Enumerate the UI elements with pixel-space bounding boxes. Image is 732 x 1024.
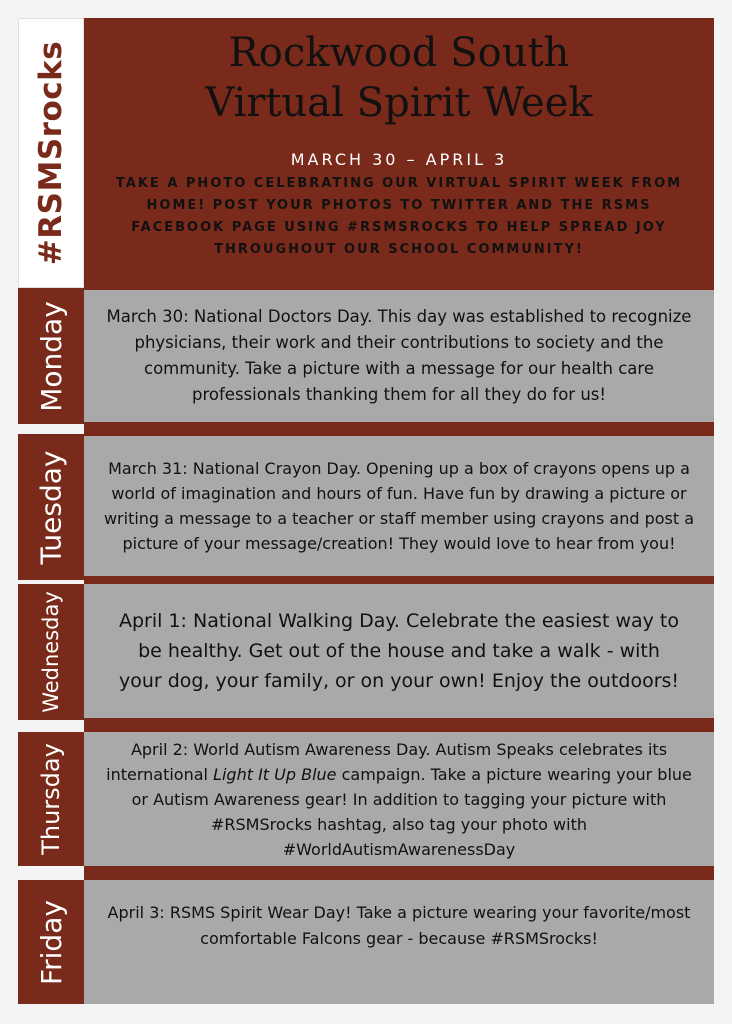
day-label-tuesday — [18, 434, 84, 580]
day-label-thursday — [18, 732, 84, 866]
spirit-week-poster — [18, 18, 714, 1004]
campaign-name: Light It Up Blue — [213, 764, 337, 784]
day-description: March 30: National Doctors Day. This day was established to recognize physicians, their work and their contributions to society and the community. Take a picture with a message for our health care professionals thanking them for all they do for us! — [106, 307, 692, 404]
day-description: April 1: National Walking Day. Celebrate the easiest way to be healthy. Get out of the house and take a walk - with your dog, your family, or on your own! Enjoy the outdoors! — [118, 610, 680, 692]
intro-text: TAKE A PHOTO CELEBRATING OUR VIRTUAL SPIRIT WEEK FROM HOME! POST YOUR PHOTOS TO TWITTER AND THE RSMS FACEBOOK PAGE USING #RSMSROCKS TO HELP SPREAD JOY THROUGHOUT OUR SCHOOL COMMUNITY! — [115, 176, 683, 257]
title-line-2: Virtual Spirit Week — [205, 80, 593, 126]
divider — [84, 718, 714, 732]
hashtag-text: #RSMSrocks — [33, 40, 70, 266]
day-label-wednesday — [18, 584, 84, 720]
day-card-thursday — [84, 732, 714, 866]
day-name: Wednesday — [39, 591, 63, 713]
day-card-wednesday — [84, 584, 714, 718]
day-name: Tuesday — [34, 450, 68, 564]
day-label-friday — [18, 880, 84, 1004]
header-panel — [84, 18, 714, 288]
day-description: March 31: National Crayon Day. Opening up a box of crayons opens up a world of imagination and hours of fun. Have fun by drawing a picture or writing a message to a teacher or staff member using crayons and post a picture of your message/creation! They would love to hear from you! — [103, 459, 695, 553]
day-name: Thursday — [37, 743, 66, 855]
divider — [84, 866, 714, 880]
date-range: MARCH 30 – APRIL 3 — [290, 150, 508, 169]
day-card-monday — [84, 290, 714, 422]
day-card-friday — [84, 880, 714, 1004]
day-name: Monday — [34, 300, 68, 412]
divider — [84, 422, 714, 436]
divider — [84, 576, 714, 584]
day-name: Friday — [34, 899, 68, 985]
hashtag-banner — [18, 18, 84, 288]
page-title — [84, 28, 714, 128]
day-description-part: campaign. Take a picture wearing your blue or Autism Awareness gear! In addition to tagging your picture with #RSMSrocks hashtag, also tag your photo with #WorldAutismAwarenessDay — [131, 764, 692, 859]
day-description: April 3: RSMS Spirit Wear Day! Take a picture wearing your favorite/most comfortable Falcons gear - because #RSMSrocks! — [107, 903, 691, 948]
day-card-tuesday — [84, 436, 714, 576]
day-description-part: April 2: World Autism Awareness Day. Autism Speaks celebrates its international — [106, 739, 668, 784]
day-description — [98, 737, 700, 862]
day-label-monday — [18, 288, 84, 424]
title-line-1: Rockwood South — [228, 30, 570, 76]
